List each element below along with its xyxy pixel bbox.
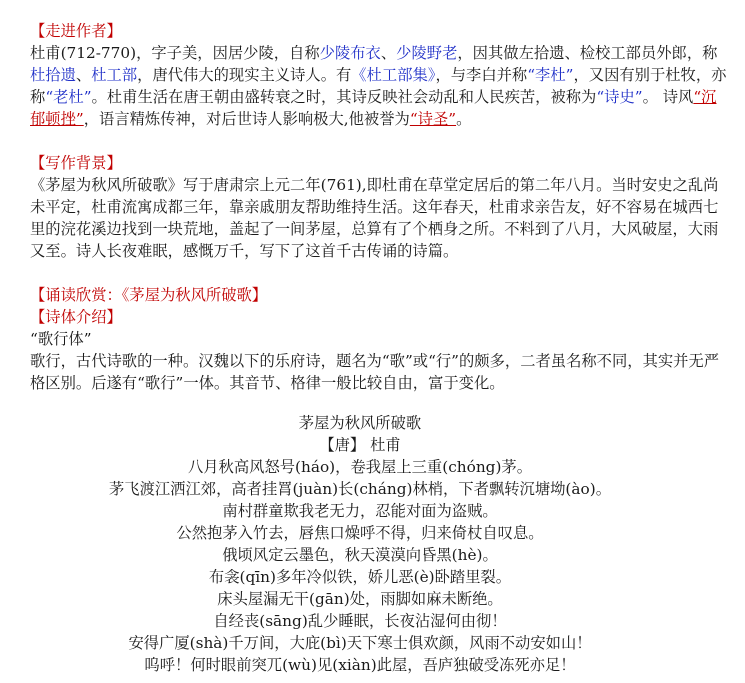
poem-line: 安得广厦(shà)千万间，大庇(bì)天下寒士俱欢颜，风雨不动安如山！ bbox=[128, 634, 592, 652]
highlight-name: 杜拾遗 bbox=[30, 66, 76, 84]
background-paragraph: 《茅屋为秋风所破歌》写于唐肃宗上元二年(761),即杜甫在草堂定居后的第二年八月。当时安史之乱尚未平定，杜甫流寓成都三年，靠亲戚朋友帮助维持生活。这年春天，杜甫求亲告友，好不容易在城西七里的浣花溪边找到一块荒地，盖起了一间茅屋，总算有了个栖身之所。不料到了八月，大风破屋，大雨又至。诗人长夜难眠，感慨万千，写下了这首千古传诵的诗篇。 bbox=[30, 176, 719, 260]
highlight-style: “沉郁顿挫” bbox=[30, 88, 717, 128]
author-text: ，语言精炼传神，对后世诗人影响极大,他被誉为 bbox=[83, 110, 410, 128]
poem-block bbox=[30, 412, 690, 676]
reading-heading: 【诵读欣赏：《茅屋为秋风所破歌】 bbox=[30, 286, 268, 304]
author-text: ，与李白并称 bbox=[435, 66, 528, 84]
author-heading: 【走进作者】 bbox=[30, 22, 122, 40]
document bbox=[30, 20, 730, 676]
poem-line: 床头屋漏无干(gān)处，雨脚如麻未断绝。 bbox=[217, 590, 503, 608]
highlight-name: “李杜” bbox=[527, 66, 574, 84]
highlight-name: “老杜” bbox=[45, 88, 92, 106]
poem-line: 呜呼！何时眼前突兀(wù)见(xiàn)此屋，吾庐独破受冻死亦足！ bbox=[144, 656, 576, 674]
author-text: 。杜甫生活在唐王朝由盛转衰之时，其诗反映社会动乱和人民疾苦，被称为 bbox=[91, 88, 597, 106]
poem-line: 茅飞渡江洒江郊，高者挂罥(juàn)长(cháng)林梢，下者飘转沉塘坳(ào)。 bbox=[108, 480, 611, 498]
author-text: 杜甫(712-770)，字子美，因居少陵，自称 bbox=[30, 44, 320, 62]
poem-line: 自经丧(sāng)乱少睡眠，长夜沾湿何由彻！ bbox=[213, 612, 507, 630]
author-text: ，又因有别于杜牧，亦称 bbox=[30, 66, 727, 106]
highlight-name: 杜工部 bbox=[91, 66, 138, 84]
highlight-name: 《杜工部集》 bbox=[351, 66, 436, 84]
author-text: 。 bbox=[456, 110, 472, 128]
poem-title: 茅屋为秋风所破歌 bbox=[298, 414, 422, 432]
author-text: 。 诗风 bbox=[642, 88, 694, 106]
poem-line: 八月秋高风怒号(háo)，卷我屋上三重(chóng)茅。 bbox=[187, 458, 533, 476]
poem-line: 公然抱茅入竹去，唇焦口燥呼不得，归来倚杖自叹息。 bbox=[176, 524, 544, 542]
poem-line: 南村群童欺我老无力，忍能对面为盗贼。 bbox=[222, 502, 498, 520]
author-text: 、 bbox=[75, 66, 92, 84]
poem-author: 【唐】 杜甫 bbox=[319, 436, 401, 454]
author-text: 、 bbox=[380, 44, 397, 62]
highlight-name: 少陵野老 bbox=[396, 44, 458, 62]
author-text: ，因其做左拾遗、检校工部员外郎，称 bbox=[457, 44, 718, 62]
spacer bbox=[30, 130, 730, 152]
highlight-name: “诗史” bbox=[596, 88, 643, 106]
genre-term: “歌行体” bbox=[30, 330, 92, 348]
poem-line: 布衾(qīn)多年冷似铁，娇儿恶(è)卧踏里裂。 bbox=[208, 568, 512, 586]
highlight-name: 少陵布衣 bbox=[319, 44, 381, 62]
poem-line: 俄顷风定云墨色，秋天漠漠向昏黑(hè)。 bbox=[222, 546, 498, 564]
genre-paragraph: 歌行，古代诗歌的一种。汉魏以下的乐府诗，题名为“歌”或“行”的颇多，二者虽名称不同，其实并无严格区别。后遂有“歌行”一体。其音节、格律一般比较自由，富于变化。 bbox=[30, 352, 720, 392]
author-paragraph bbox=[30, 42, 730, 130]
background-heading: 【写作背景】 bbox=[30, 154, 122, 172]
highlight-title: “诗圣” bbox=[409, 110, 457, 128]
spacer bbox=[30, 262, 730, 284]
author-text: ，唐代伟大的现实主义诗人。有 bbox=[137, 66, 352, 84]
genre-heading: 【诗体介绍】 bbox=[30, 308, 122, 326]
